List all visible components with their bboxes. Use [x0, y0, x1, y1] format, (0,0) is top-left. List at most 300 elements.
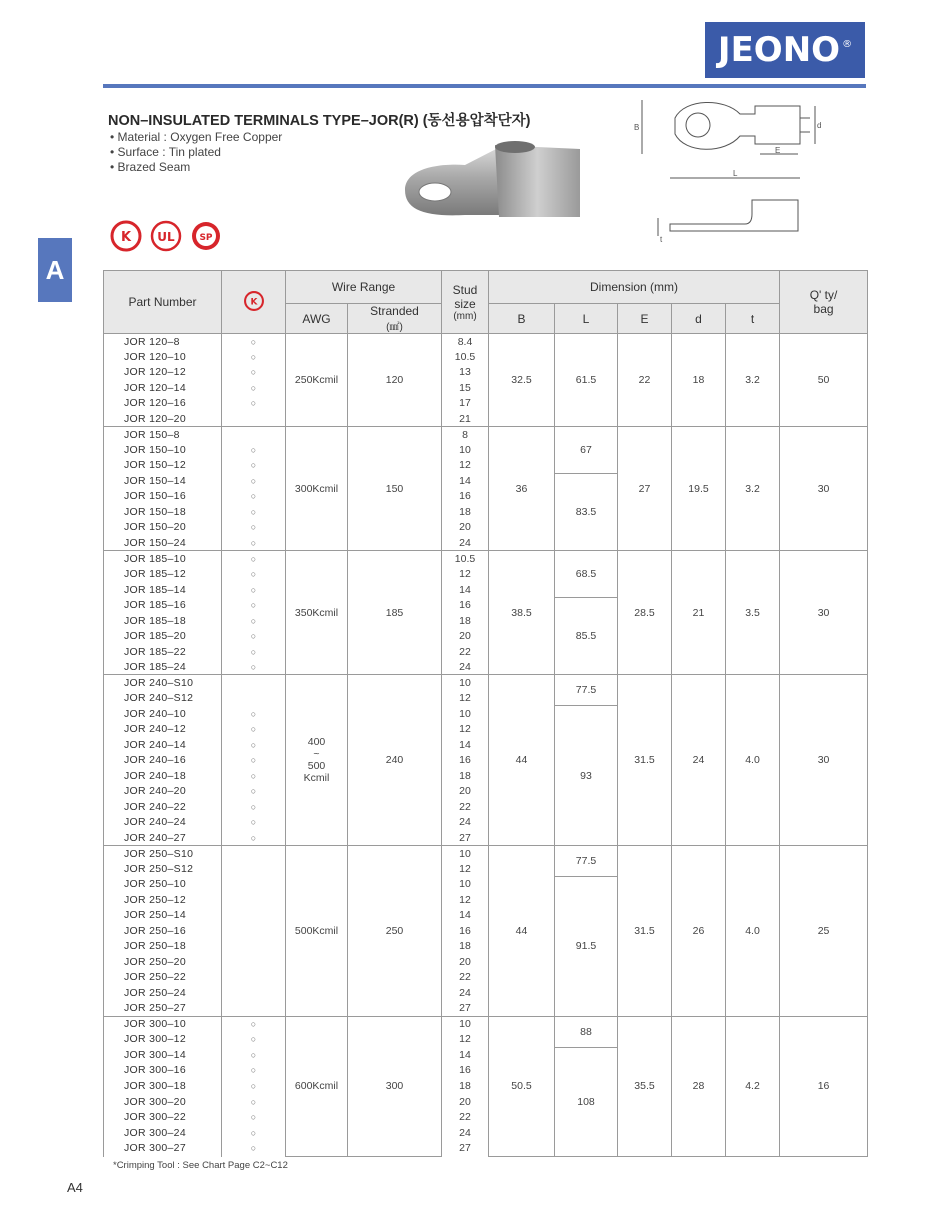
- ks-mark-cell: [222, 458, 286, 474]
- ks-certified-mark: ○: [250, 817, 257, 828]
- ks-certified-mark: ○: [250, 615, 257, 626]
- stud-size-cell: 24: [442, 535, 489, 551]
- dim-L-cell: 67: [555, 427, 618, 474]
- stud-unit: (mm): [453, 310, 477, 322]
- part-number-cell: JOR 300–18: [104, 1078, 222, 1094]
- stud-size-cell: 14: [442, 1047, 489, 1063]
- diagram-label-d: d: [817, 121, 822, 130]
- ks-mark-cell: [222, 721, 286, 737]
- ks-mark-cell: [222, 783, 286, 799]
- col-dim-E: E: [618, 304, 672, 334]
- stud-size-cell: 8.4: [442, 334, 489, 350]
- ks-certified-mark: ○: [250, 553, 257, 564]
- stud-size-cell: 17: [442, 396, 489, 412]
- part-number-cell: JOR 120–8: [104, 334, 222, 350]
- stud-size-cell: 10.5: [442, 349, 489, 365]
- part-number-cell: JOR 150–12: [104, 458, 222, 474]
- bullet-material: • Material : Oxygen Free Copper: [110, 130, 282, 145]
- part-number-cell: JOR 240–22: [104, 799, 222, 815]
- part-number-cell: JOR 300–10: [104, 1016, 222, 1032]
- part-number-cell: JOR 185–10: [104, 551, 222, 567]
- ks-certified-mark: ○: [250, 367, 257, 378]
- table-row: [104, 427, 868, 443]
- svg-text:UL: UL: [157, 230, 175, 244]
- dim-B-cell: 36: [489, 427, 555, 551]
- part-number-cell: JOR 300–20: [104, 1094, 222, 1110]
- ks-certified-mark: ○: [250, 336, 257, 347]
- stud-size-cell: 22: [442, 644, 489, 660]
- dim-B-cell: 44: [489, 675, 555, 846]
- ks-mark-icon: [110, 220, 142, 252]
- ks-certified-mark: ○: [250, 460, 257, 471]
- stud-size-cell: 22: [442, 970, 489, 986]
- ks-mark-cell: [222, 970, 286, 986]
- part-number-cell: JOR 250–12: [104, 892, 222, 908]
- ks-mark-cell: [222, 380, 286, 396]
- ks-mark-cell: [222, 923, 286, 939]
- stud-size-cell: 16: [442, 489, 489, 505]
- svg-text:K: K: [120, 230, 132, 245]
- dim-d-cell: 24: [672, 675, 726, 846]
- stud-size-cell: 27: [442, 830, 489, 846]
- ks-certified-mark: ○: [250, 786, 257, 797]
- ks-mark-icon: [243, 290, 265, 312]
- stud-size-cell: 15: [442, 380, 489, 396]
- dim-d-cell: 28: [672, 1016, 726, 1156]
- diagram-label-E: E: [775, 146, 781, 155]
- diagram-label-L: L: [733, 169, 738, 178]
- ks-certified-mark: ○: [250, 475, 257, 486]
- table-header: [104, 271, 868, 334]
- ks-mark-cell: [222, 1078, 286, 1094]
- dim-L-cell: 61.5: [555, 334, 618, 427]
- col-qty: [780, 271, 868, 334]
- col-dim-L: L: [555, 304, 618, 334]
- ks-mark-cell: [222, 349, 286, 365]
- bullet-seam: • Brazed Seam: [110, 160, 282, 175]
- ks-mark-cell: [222, 582, 286, 598]
- dim-t-cell: 4.0: [726, 675, 780, 846]
- stud-size-cell: 8: [442, 427, 489, 443]
- col-wire-range: Wire Range: [286, 271, 442, 304]
- certification-marks: [110, 220, 222, 252]
- dim-t-cell: 3.5: [726, 551, 780, 675]
- ks-mark-cell: [222, 597, 286, 613]
- ks-mark-cell: [222, 520, 286, 536]
- col-dimension: Dimension (mm): [489, 271, 780, 304]
- qty-label-1: Q' ty/: [809, 288, 838, 302]
- ks-mark-cell: [222, 427, 286, 443]
- ks-mark-cell: [222, 799, 286, 815]
- ks-certified-mark: ○: [250, 1049, 257, 1060]
- stud-size-cell: 10: [442, 1016, 489, 1032]
- ks-mark-cell: [222, 396, 286, 412]
- stud-size-cell: 10.5: [442, 551, 489, 567]
- part-number-cell: JOR 250–16: [104, 923, 222, 939]
- ks-certified-mark: ○: [250, 755, 257, 766]
- dim-E-cell: 31.5: [618, 846, 672, 1017]
- ks-mark-cell: [222, 768, 286, 784]
- col-part-number: Part Number: [104, 271, 222, 334]
- part-number-cell: JOR 185–24: [104, 659, 222, 675]
- awg-cell: 400 ~ 500 Kcmil: [286, 675, 348, 846]
- dim-t-cell: 4.0: [726, 846, 780, 1017]
- ks-mark-cell: [222, 1001, 286, 1017]
- part-number-cell: JOR 185–18: [104, 613, 222, 629]
- stud-size-cell: 20: [442, 783, 489, 799]
- ks-certified-mark: ○: [250, 537, 257, 548]
- ks-mark-cell: [222, 1125, 286, 1141]
- dim-d-cell: 19.5: [672, 427, 726, 551]
- part-number-cell: JOR 300–22: [104, 1109, 222, 1125]
- dim-L-cell: 68.5: [555, 551, 618, 598]
- part-number-cell: JOR 240–24: [104, 814, 222, 830]
- stud-size-cell: 18: [442, 613, 489, 629]
- ks-mark-cell: [222, 535, 286, 551]
- ks-mark-cell: [222, 628, 286, 644]
- part-number-cell: JOR 150–14: [104, 473, 222, 489]
- qty-label-2: bag: [813, 302, 834, 316]
- qty-cell: 30: [780, 675, 868, 846]
- ks-mark-cell: [222, 551, 286, 567]
- stud-size-cell: 20: [442, 628, 489, 644]
- ks-mark-cell: [222, 675, 286, 691]
- ks-mark-cell: [222, 939, 286, 955]
- ks-certified-mark: ○: [250, 646, 257, 657]
- table-row: [104, 675, 868, 691]
- terminal-photo: [395, 135, 585, 230]
- bullet-surface: • Surface : Tin plated: [110, 145, 282, 160]
- stud-size-cell: 10: [442, 675, 489, 691]
- brand-reg: ®: [842, 38, 853, 50]
- stud-size-cell: 27: [442, 1140, 489, 1156]
- stud-size-cell: 14: [442, 908, 489, 924]
- stud-size-cell: 20: [442, 954, 489, 970]
- stud-size-cell: 20: [442, 1094, 489, 1110]
- dim-t-cell: 3.2: [726, 334, 780, 427]
- part-number-cell: JOR 240–10: [104, 706, 222, 722]
- stud-size-cell: 18: [442, 1078, 489, 1094]
- dim-E-cell: 22: [618, 334, 672, 427]
- stud-size-cell: 12: [442, 458, 489, 474]
- dim-L-cell: 77.5: [555, 846, 618, 877]
- ks-certified-mark: ○: [250, 631, 257, 642]
- col-dim-d: d: [672, 304, 726, 334]
- stud-size-cell: 13: [442, 365, 489, 381]
- part-number-cell: JOR 240–18: [104, 768, 222, 784]
- qty-cell: 30: [780, 551, 868, 675]
- ks-certified-mark: ○: [250, 444, 257, 455]
- stranded-cell: 120: [348, 334, 442, 427]
- ks-mark-cell: [222, 908, 286, 924]
- ks-certified-mark: ○: [250, 708, 257, 719]
- part-number-cell: JOR 150–20: [104, 520, 222, 536]
- part-number-cell: JOR 250–20: [104, 954, 222, 970]
- stud-size-cell: 12: [442, 861, 489, 877]
- part-number-cell: JOR 250–24: [104, 985, 222, 1001]
- part-number-cell: JOR 300–14: [104, 1047, 222, 1063]
- spec-table: [103, 270, 868, 1157]
- dim-d-cell: 18: [672, 334, 726, 427]
- brand-logo: [705, 22, 865, 78]
- stud-size-cell: 12: [442, 721, 489, 737]
- ks-mark-cell: [222, 659, 286, 675]
- dim-d-cell: 26: [672, 846, 726, 1017]
- stud-size-cell: 24: [442, 659, 489, 675]
- stud-size-cell: 10: [442, 846, 489, 862]
- header-rule: [103, 84, 866, 88]
- stud-size-cell: 20: [442, 520, 489, 536]
- ks-certified-mark: ○: [250, 398, 257, 409]
- ks-mark-cell: [222, 1109, 286, 1125]
- stud-size-cell: 27: [442, 1001, 489, 1017]
- qty-cell: 30: [780, 427, 868, 551]
- ks-certified-mark: ○: [250, 351, 257, 362]
- ks-certified-mark: ○: [250, 739, 257, 750]
- stud-size-cell: 16: [442, 1063, 489, 1079]
- part-number-cell: JOR 120–10: [104, 349, 222, 365]
- stud-label-2: size: [454, 296, 476, 311]
- dimension-diagram: [630, 96, 830, 256]
- table-row: [104, 334, 868, 350]
- page-number: A4: [67, 1180, 83, 1195]
- page-title: NON–INSULATED TERMINALS TYPE–JOR(R) (동선용압착단자): [108, 113, 531, 129]
- awg-cell: 600Kcmil: [286, 1016, 348, 1156]
- stranded-cell: 250: [348, 846, 442, 1017]
- csa-mark-icon: [190, 220, 222, 252]
- qty-cell: 50: [780, 334, 868, 427]
- stud-size-cell: 16: [442, 597, 489, 613]
- ks-certified-mark: ○: [250, 1065, 257, 1076]
- ks-mark-cell: [222, 473, 286, 489]
- ks-mark-cell: [222, 613, 286, 629]
- spec-bullets: [110, 130, 282, 175]
- ks-mark-cell: [222, 1063, 286, 1079]
- table-row: [104, 1016, 868, 1032]
- ks-mark-cell: [222, 1140, 286, 1156]
- ks-mark-cell: [222, 365, 286, 381]
- part-number-cell: JOR 250–22: [104, 970, 222, 986]
- ks-mark-cell: [222, 690, 286, 706]
- ks-certified-mark: ○: [250, 506, 257, 517]
- ul-mark-icon: [150, 220, 182, 252]
- ks-mark-cell: [222, 1016, 286, 1032]
- stranded-unit: (㎟): [386, 322, 403, 333]
- stud-size-cell: 21: [442, 411, 489, 427]
- stud-size-cell: 24: [442, 814, 489, 830]
- ks-mark-cell: [222, 892, 286, 908]
- table-row: [104, 846, 868, 862]
- ks-mark-cell: [222, 737, 286, 753]
- ks-mark-cell: [222, 411, 286, 427]
- dim-B-cell: 44: [489, 846, 555, 1017]
- part-number-cell: JOR 185–22: [104, 644, 222, 660]
- stud-size-cell: 18: [442, 939, 489, 955]
- stud-size-cell: 16: [442, 923, 489, 939]
- part-number-cell: JOR 300–16: [104, 1063, 222, 1079]
- part-number-cell: JOR 240–16: [104, 752, 222, 768]
- ks-certified-mark: ○: [250, 1019, 257, 1030]
- dim-t-cell: 3.2: [726, 427, 780, 551]
- part-number-cell: JOR 250–10: [104, 877, 222, 893]
- ks-certified-mark: ○: [250, 1081, 257, 1091]
- part-number-cell: JOR 185–16: [104, 597, 222, 613]
- part-number-cell: JOR 150–24: [104, 535, 222, 551]
- stud-size-cell: 22: [442, 799, 489, 815]
- dim-L-cell: 77.5: [555, 675, 618, 706]
- stud-size-cell: 16: [442, 752, 489, 768]
- part-number-cell: JOR 150–16: [104, 489, 222, 505]
- dim-E-cell: 31.5: [618, 675, 672, 846]
- part-number-cell: JOR 250–27: [104, 1001, 222, 1017]
- dim-d-cell: 21: [672, 551, 726, 675]
- ks-certified-mark: ○: [250, 382, 257, 393]
- table-row: [104, 551, 868, 567]
- ks-certified-mark: ○: [250, 832, 257, 843]
- stud-size-cell: 12: [442, 566, 489, 582]
- stud-size-cell: 12: [442, 1032, 489, 1048]
- ks-mark-cell: [222, 334, 286, 350]
- part-number-cell: JOR 250–18: [104, 939, 222, 955]
- ks-certified-mark: ○: [250, 801, 257, 812]
- col-stud-size: [442, 271, 489, 334]
- ks-mark-cell: [222, 644, 286, 660]
- dim-L-cell: 108: [555, 1047, 618, 1156]
- stranded-label: Stranded: [370, 304, 419, 318]
- dim-L-cell: 85.5: [555, 597, 618, 675]
- part-number-cell: JOR 240–12: [104, 721, 222, 737]
- part-number-cell: JOR 300–12: [104, 1032, 222, 1048]
- col-stranded: [348, 304, 442, 334]
- ks-mark-cell: [222, 954, 286, 970]
- part-number-cell: JOR 185–20: [104, 628, 222, 644]
- part-number-cell: JOR 120–14: [104, 380, 222, 396]
- stud-size-cell: 12: [442, 690, 489, 706]
- ks-mark-cell: [222, 489, 286, 505]
- awg-cell: 350Kcmil: [286, 551, 348, 675]
- table-body: [104, 334, 868, 1157]
- part-number-cell: JOR 250–S10: [104, 846, 222, 862]
- stud-size-cell: 10: [442, 706, 489, 722]
- dim-E-cell: 27: [618, 427, 672, 551]
- stud-size-cell: 24: [442, 985, 489, 1001]
- dim-L-cell: 93: [555, 706, 618, 846]
- part-number-cell: JOR 240–20: [104, 783, 222, 799]
- ks-certified-mark: ○: [250, 600, 257, 611]
- part-number-cell: JOR 150–8: [104, 427, 222, 443]
- part-number-cell: JOR 240–27: [104, 830, 222, 846]
- dim-L-cell: 88: [555, 1016, 618, 1047]
- qty-cell: 16: [780, 1016, 868, 1156]
- part-number-cell: JOR 150–18: [104, 504, 222, 520]
- part-number-cell: JOR 300–24: [104, 1125, 222, 1141]
- ks-certified-mark: ○: [250, 584, 257, 595]
- part-number-cell: JOR 120–16: [104, 396, 222, 412]
- part-number-cell: JOR 240–S12: [104, 690, 222, 706]
- dim-E-cell: 35.5: [618, 1016, 672, 1156]
- part-number-cell: JOR 185–14: [104, 582, 222, 598]
- dim-t-cell: 4.2: [726, 1016, 780, 1156]
- stud-size-cell: 10: [442, 877, 489, 893]
- ks-mark-cell: [222, 861, 286, 877]
- stranded-cell: 300: [348, 1016, 442, 1156]
- ks-mark-cell: [222, 1047, 286, 1063]
- part-number-cell: JOR 250–14: [104, 908, 222, 924]
- part-number-cell: JOR 300–27: [104, 1140, 222, 1156]
- ks-certified-mark: ○: [250, 1034, 257, 1045]
- part-number-cell: JOR 185–12: [104, 566, 222, 582]
- crimping-note: *Crimping Tool : See Chart Page C2~C12: [113, 1160, 288, 1171]
- ks-certified-mark: ○: [250, 1112, 257, 1123]
- ks-certified-mark: ○: [250, 770, 257, 781]
- part-number-cell: JOR 150–10: [104, 442, 222, 458]
- awg-cell: 250Kcmil: [286, 334, 348, 427]
- stud-size-cell: 18: [442, 504, 489, 520]
- ks-mark-cell: [222, 504, 286, 520]
- dim-B-cell: 50.5: [489, 1016, 555, 1156]
- svg-text:SP: SP: [199, 233, 213, 243]
- ks-mark-cell: [222, 566, 286, 582]
- ks-certified-mark: ○: [250, 1127, 257, 1138]
- stud-size-cell: 24: [442, 1125, 489, 1141]
- part-number-cell: JOR 240–14: [104, 737, 222, 753]
- stud-size-cell: 14: [442, 737, 489, 753]
- stud-size-cell: 10: [442, 442, 489, 458]
- ks-mark-cell: [222, 877, 286, 893]
- ks-mark-cell: [222, 442, 286, 458]
- stud-size-cell: 12: [442, 892, 489, 908]
- part-number-cell: JOR 240–S10: [104, 675, 222, 691]
- col-dim-t: t: [726, 304, 780, 334]
- dim-L-cell: 91.5: [555, 877, 618, 1017]
- ks-mark-cell: [222, 830, 286, 846]
- ks-mark-cell: [222, 1032, 286, 1048]
- stranded-cell: 240: [348, 675, 442, 846]
- qty-cell: 25: [780, 846, 868, 1017]
- stud-size-cell: 22: [442, 1109, 489, 1125]
- dim-L-cell: 83.5: [555, 473, 618, 551]
- svg-text:K: K: [250, 296, 257, 307]
- col-dim-B: B: [489, 304, 555, 334]
- ks-mark-cell: [222, 1094, 286, 1110]
- ks-mark-cell: [222, 985, 286, 1001]
- stranded-cell: 150: [348, 427, 442, 551]
- stranded-cell: 185: [348, 551, 442, 675]
- ks-certified-mark: ○: [250, 1143, 257, 1154]
- part-number-cell: JOR 120–12: [104, 365, 222, 381]
- ks-certified-mark: ○: [250, 568, 257, 579]
- section-tab[interactable]: A: [38, 238, 72, 302]
- stud-size-cell: 14: [442, 473, 489, 489]
- col-ks-mark: [222, 271, 286, 334]
- ks-certified-mark: ○: [250, 724, 257, 735]
- stud-label-1: Stud: [452, 282, 478, 297]
- stud-size-cell: 14: [442, 582, 489, 598]
- dim-B-cell: 38.5: [489, 551, 555, 675]
- dim-B-cell: 32.5: [489, 334, 555, 427]
- stud-size-cell: 18: [442, 768, 489, 784]
- ks-certified-mark: ○: [250, 1096, 257, 1107]
- diagram-label-t: t: [660, 235, 663, 244]
- ks-certified-mark: ○: [250, 661, 257, 672]
- ks-certified-mark: ○: [250, 522, 257, 533]
- awg-cell: 500Kcmil: [286, 846, 348, 1017]
- ks-mark-cell: [222, 752, 286, 768]
- col-awg: AWG: [286, 304, 348, 334]
- brand-name: JEONO: [717, 30, 841, 70]
- ks-mark-cell: [222, 814, 286, 830]
- ks-certified-mark: ○: [250, 491, 257, 502]
